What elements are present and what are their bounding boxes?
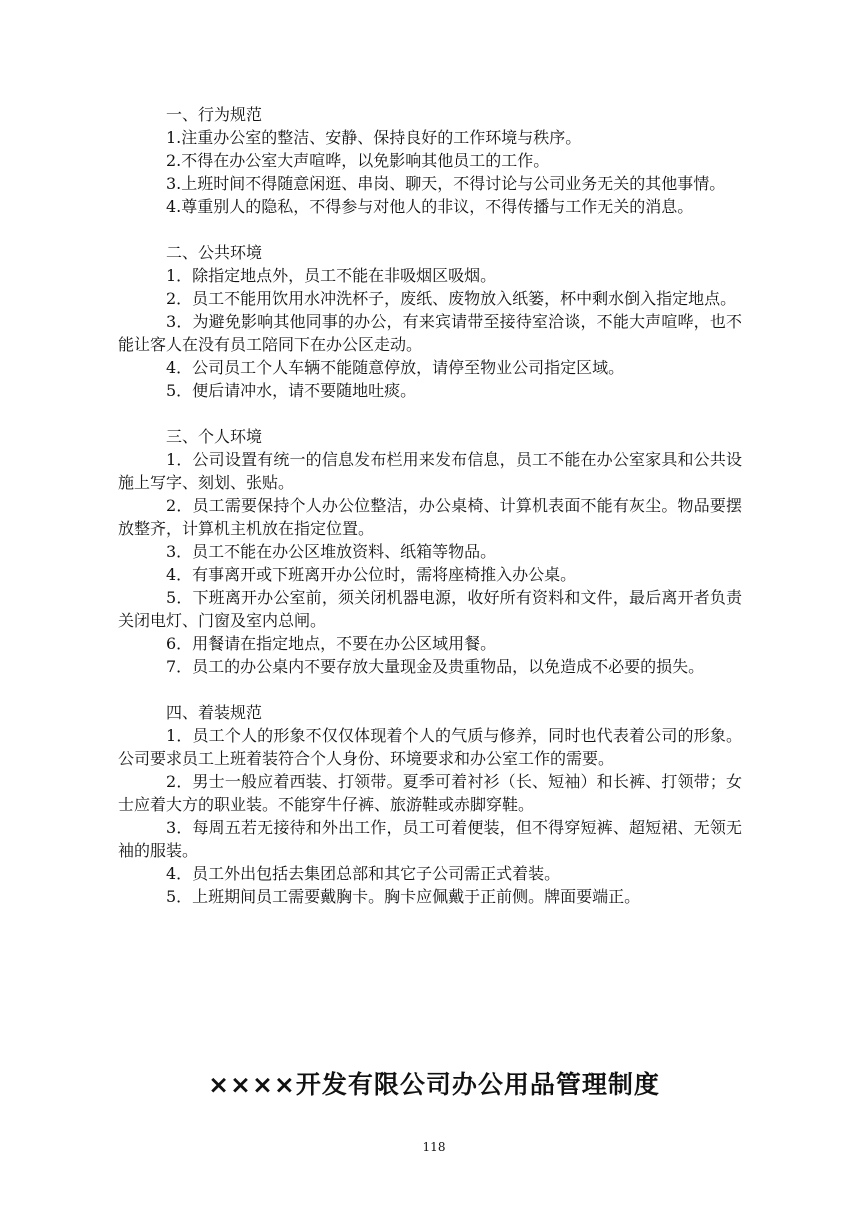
rule-item: 1．除指定地点外，员工不能在非吸烟区吸烟。 — [166, 266, 497, 285]
section-heading: 四、着装规范 — [166, 703, 263, 722]
section-conduct — [118, 103, 742, 218]
section-personal-environment — [118, 425, 742, 678]
section-public-environment — [118, 241, 742, 402]
rule-item: 2．员工需要保持个人办公位整洁，办公桌椅、计算机表面不能有灰尘。物品要摆放整齐，计算机主机放在指定位置。 — [118, 496, 742, 538]
section-heading: 一、行为规范 — [166, 105, 263, 124]
rule-item: 4.尊重别人的隐私，不得参与对他人的非议，不得传播与工作无关的消息。 — [166, 197, 694, 216]
rule-item: 4．员工外出包括去集团总部和其它子公司需正式着装。 — [166, 864, 561, 883]
section-heading: 二、公共环境 — [166, 243, 263, 262]
rule-item: 3．每周五若无接待和外出工作，员工可着便装，但不得穿短裤、超短裙、无领无袖的服装。 — [118, 818, 742, 860]
rule-item: 2．员工不能用饮用水冲洗杯子，废纸、废物放入纸篓，杯中剩水倒入指定地点。 — [166, 289, 737, 308]
page-number: 118 — [422, 1140, 446, 1154]
rule-item: 5．下班离开办公室前，须关闭机器电源，收好所有资料和文件，最后离开者负责关闭电灯、门窗及室内总闸。 — [118, 588, 742, 630]
rule-item: 6．用餐请在指定地点，不要在办公区域用餐。 — [166, 634, 497, 653]
rule-item: 2.不得在办公室大声喧哗，以免影响其他员工的工作。 — [166, 151, 550, 170]
rule-item: 1．公司设置有统一的信息发布栏用来发布信息，员工不能在办公室家具和公共设施上写字、刻划、张贴。 — [118, 450, 742, 492]
rule-item: 5．便后请冲水，请不要随地吐痰。 — [166, 381, 417, 400]
rule-item: 1.注重办公室的整洁、安静、保持良好的工作环境与秩序。 — [166, 128, 582, 147]
rule-item: 3．员工不能在办公区堆放资料、纸箱等物品。 — [166, 542, 497, 561]
document-body — [118, 103, 742, 931]
rule-item: 1．员工个人的形象不仅仅体现着个人的气质与修养，同时也代表着公司的形象。公司要求员工上班着装符合个人身份、环境要求和办公室工作的需要。 — [118, 726, 742, 768]
rule-item: 4．有事离开或下班离开办公位时，需将座椅推入办公桌。 — [166, 565, 577, 584]
rule-item: 3．为避免影响其他同事的办公，有来宾请带至接待室洽谈，不能大声喧哗，也不能让客人在没有员工陪同下在办公区走动。 — [118, 312, 742, 354]
section-heading: 三、个人环境 — [166, 427, 263, 446]
section-dress-code — [118, 701, 742, 908]
rule-item: 7．员工的办公桌内不要存放大量现金及贵重物品，以免造成不必要的损失。 — [166, 657, 705, 676]
document-title: ××××开发有限公司办公用品管理制度 — [208, 1070, 660, 1099]
rule-item: 2．男士一般应着西装、打领带。夏季可着衬衫（长、短袖）和长裤、打领带；女士应着大方的职业装。不能穿牛仔裤、旅游鞋或赤脚穿鞋。 — [118, 772, 742, 814]
rule-item: 5．上班期间员工需要戴胸卡。胸卡应佩戴于正前侧。牌面要端正。 — [166, 887, 641, 906]
rule-item: 3.上班时间不得随意闲逛、串岗、聊天，不得讨论与公司业务无关的其他事情。 — [166, 174, 726, 193]
rule-item: 4．公司员工个人车辆不能随意停放，请停至物业公司指定区域。 — [166, 358, 625, 377]
